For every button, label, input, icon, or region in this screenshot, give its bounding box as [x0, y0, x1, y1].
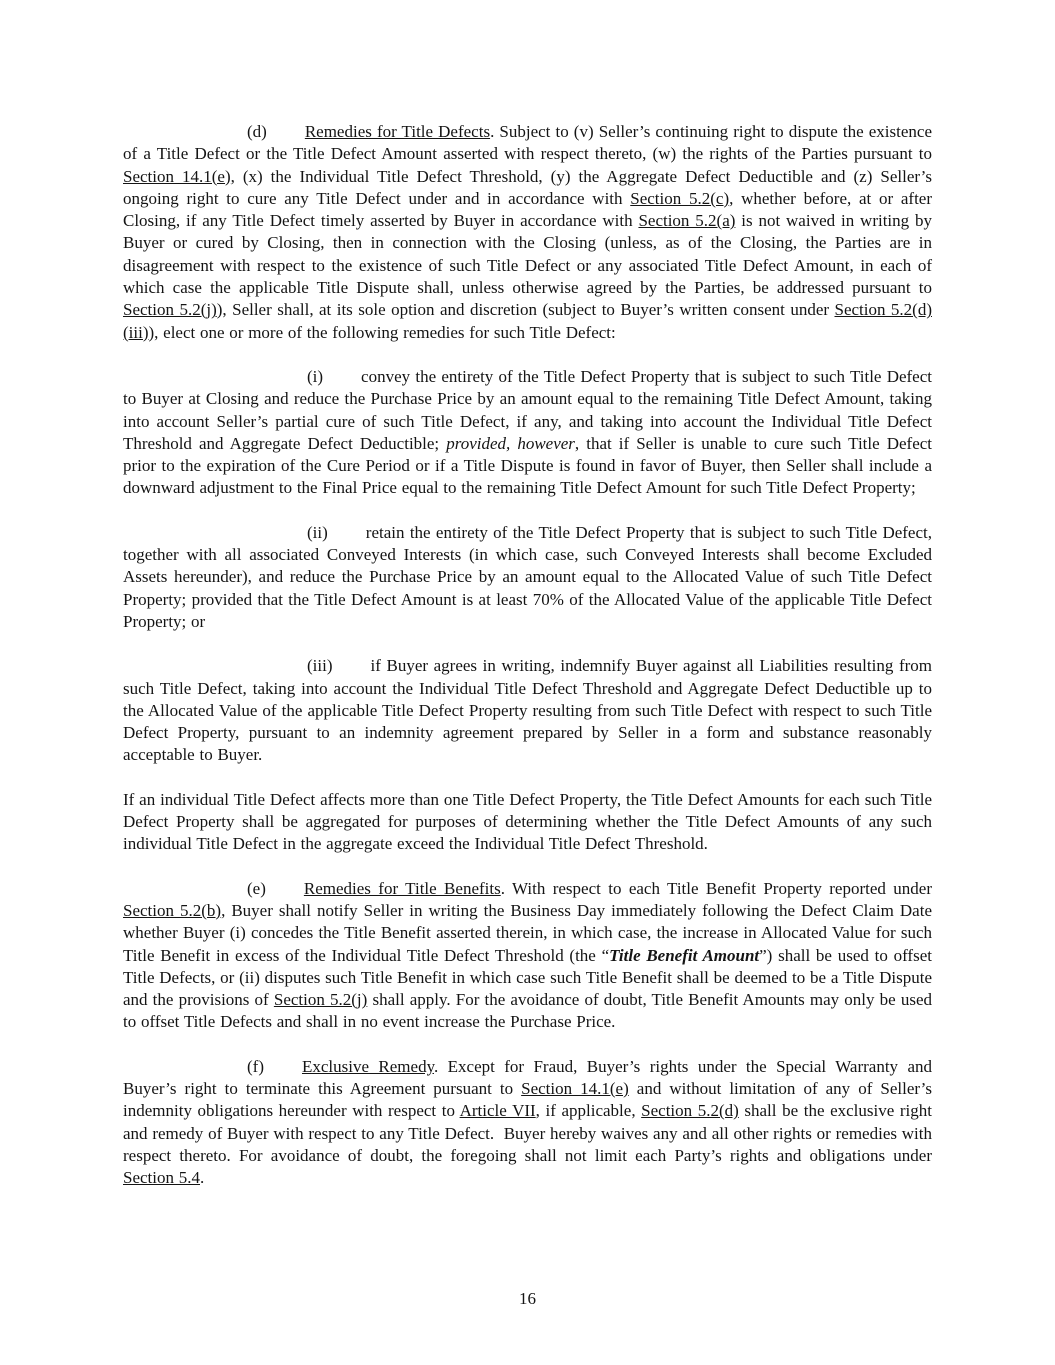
paragraph: [123, 1056, 932, 1190]
paragraph: [123, 522, 932, 633]
text-run: ), Seller shall, at its sole option and discretion (subject to Buyer’s written consent under: [216, 300, 835, 320]
paragraph: [123, 655, 932, 766]
text-run: ), elect one or more of the following remedies for such Title Defect:: [148, 322, 616, 342]
text-run: , Buyer shall notify Seller in writing the Business Day immediately following the Defect Claim Date whether Buyer (i) concedes the Title Benefit asserted therein, in which case, the increase in Allocated Value for such Title Benefit in excess of the Individual Title Defect Threshold (the “: [123, 900, 932, 965]
text-run: Title Benefit Amount: [609, 945, 760, 965]
text-run: , (x) the Individual Title Defect Threshold, (y) the Aggregate Defect Deductible and (z) Seller’s ongoing right to cure any Title Defect under and in accordance with: [123, 166, 932, 208]
text-run: Section 5.2(j): [123, 300, 217, 320]
text-run: , that if Seller is unable to cure such Title Defect prior to the expiration of the Cure Period or if a Title Dispute is found in favor of Buyer, then Seller shall include a downward adjustment to the Final Price equal to the remaining Title Defect Amount for such Title Defect Property;: [123, 433, 933, 498]
text-run: is not waived in writing by Buyer or cured by Closing, then in connection with the Closing (unless, as of the Closing, the Parties are in disagreement with respect to the existence of such Title Defect or any associated Title Defect Amount, in each of which case the applicable Title Dispute shall, unless otherwise agreed by the Parties, be addressed pursuant to: [123, 211, 933, 298]
text-run: . Except for Fraud, Buyer’s rights under the Special Warranty and Buyer’s right to terminate this Agreement pursuant to: [123, 1056, 932, 1098]
paragraph: [123, 878, 932, 1034]
paragraph-label: (i): [307, 366, 324, 386]
text-run: Section 5.2(b): [123, 900, 222, 920]
text-run: . Subject to (v) Seller’s continuing right to dispute the existence of a Title Defect or the Title Defect Amount asserted with respect thereto, (w) the rights of the Parties pursuant to: [123, 122, 933, 164]
text-run: shall be the exclusive right and remedy of Buyer with respect to any Title Defect. Buyer hereby waives any and all other rights or remedies with respect thereto. For avoidance of doubt, the foregoing shall not limit each Party’s rights and obligations under: [123, 1101, 932, 1165]
text-run: Section 14.1(e): [521, 1078, 629, 1098]
paragraph: [123, 366, 932, 500]
text-run: Remedies for Title Benefits: [303, 878, 501, 898]
text-run: Section 5.2(c): [630, 188, 730, 208]
text-run: Remedies for Title Defects: [304, 122, 491, 141]
text-run: Section 5.2(d): [641, 1101, 739, 1121]
text-run: Section 5.4: [123, 1168, 200, 1188]
text-run: , whether before, at or after Closing, if any Title Defect timely asserted by Buyer in accordance with: [123, 188, 932, 231]
paragraph: [123, 121, 932, 344]
text-run: convey the entirety of the Title Defect Property that is subject to such Title Defect to Buyer at Closing and reduce the Purchase Price by an amount equal to the remaining Title Defect Amount, taking into account Seller’s partial cure of such Title Defect, if any, and taking into account the Individual Title Defect Threshold and Aggregate Defect Deductible;: [123, 366, 932, 453]
paragraph: [123, 789, 932, 856]
text-run: Exclusive Remedy: [301, 1056, 434, 1076]
text-run: provided, however: [446, 433, 575, 453]
text-run: Section 5.2(j): [273, 990, 368, 1010]
paragraph-label: (f): [247, 1056, 264, 1076]
text-run: Section 5.2(a): [638, 211, 736, 231]
text-run: . With respect to each Title Benefit Property reported under: [500, 878, 932, 898]
text-run: if Buyer agrees in writing, indemnify Buyer against all Liabilities resulting from such Title Defect, taking into account the Individual Title Defect Threshold and Aggregate Defect Deductible up to the Allocated Value of the applicable Title Defect Property resulting from such Title Defect with respect to such Title Defect Property, pursuant to an indemnity agreement prepared by Seller in a form and substance reasonably acceptable to Buyer.: [123, 656, 932, 765]
paragraph-label: (ii): [307, 522, 328, 542]
text-run: Section 14.1(e): [123, 166, 231, 186]
text-run: .: [200, 1168, 205, 1188]
text-run: Section 5.2(d)(iii): [123, 300, 932, 342]
text-run: shall apply. For the avoidance of doubt, Title Benefit Amounts may only be used to offset Title Defects and shall in no event increase the Purchase Price.: [123, 990, 932, 1032]
paragraph-label: (d): [247, 122, 267, 141]
document-body: [123, 121, 932, 1189]
text-run: retain the entirety of the Title Defect Property that is subject to such Title Defect, together with all associated Conveyed Interests (in which case, such Conveyed Interests shall become Excluded Assets hereunder), and reduce the Purchase Price by an amount equal to the Allocated Value of such Title Defect Property; provided that the Title Defect Amount is at least 70% of the Allocated Value of the applicable Title Defect Property; or: [123, 522, 932, 631]
text-run: If an individual Title Defect affects more than one Title Defect Property, the Title Defect Amounts for each such Title Defect Property shall be aggregated for purposes of determining whether the Title Defect Amounts of any such individual Title Defect in the aggregate exceed the Individual Title Defect Threshold.: [123, 789, 932, 854]
page-number: 16: [519, 1289, 536, 1308]
text-run: and without limitation of any of Seller’s indemnity obligations hereunder with respect to: [123, 1078, 933, 1121]
text-run: ”) shall be used to offset Title Defects, or (ii) disputes such Title Benefit in which case such Title Benefit shall be deemed to be a Title Dispute and the provisions of: [123, 945, 932, 1010]
paragraph-label: (iii): [307, 656, 333, 676]
paragraph-label: (e): [247, 878, 266, 898]
text-run: , if applicable,: [535, 1101, 642, 1121]
text-run: Article VII: [459, 1101, 536, 1121]
